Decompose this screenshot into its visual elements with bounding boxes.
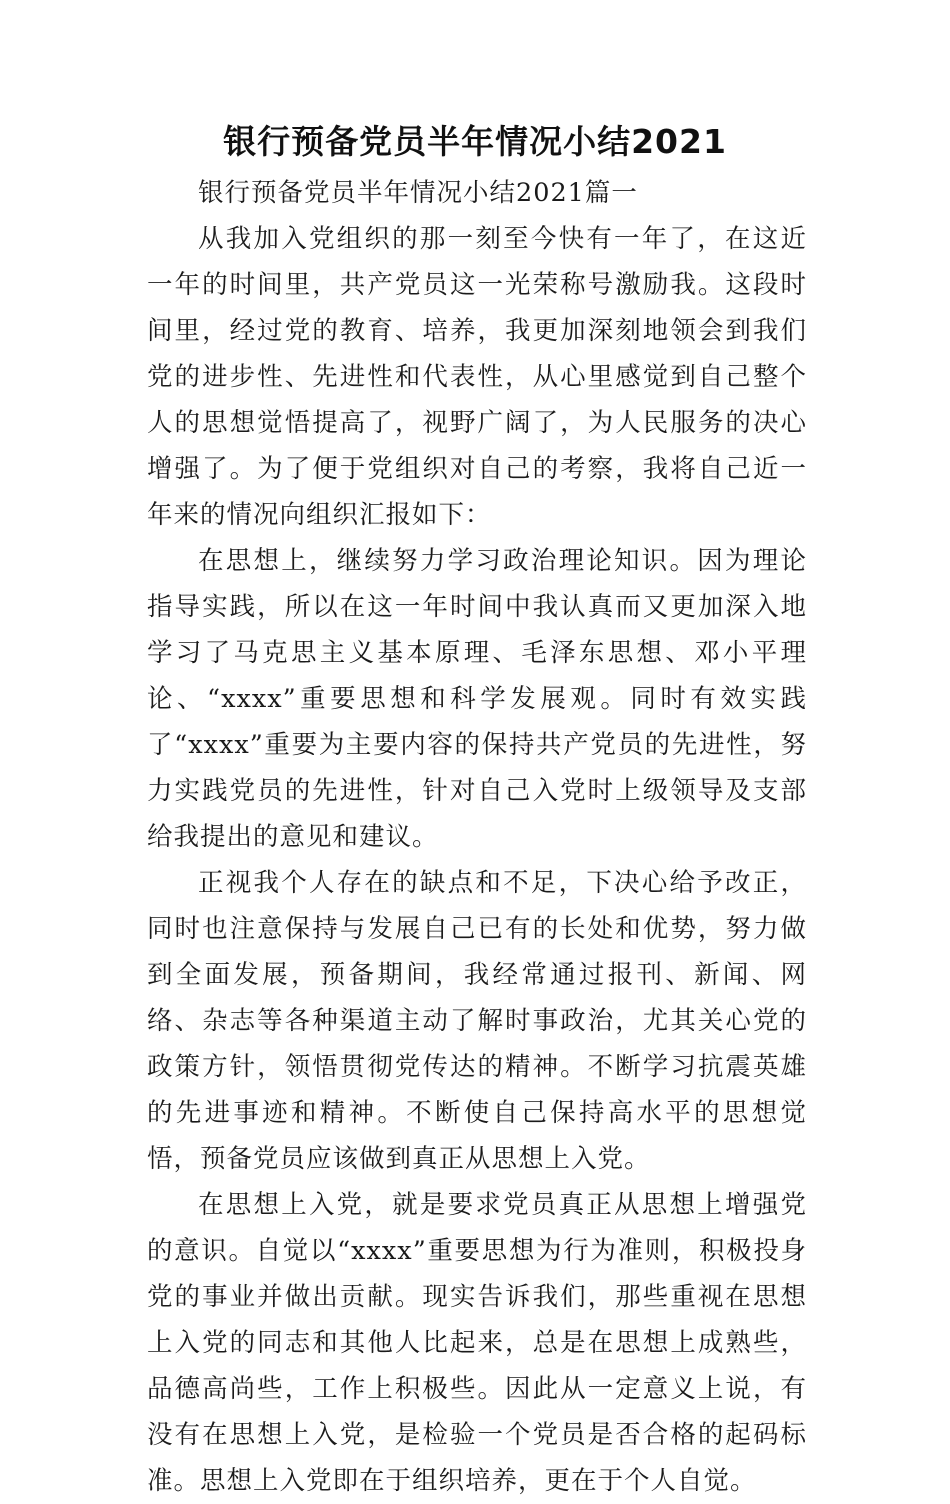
paragraph-ideological-membership: 在思想上入党，就是要求党员真正从思想上增强党的意识。自觉以“xxxx”重要思想为行为准则，积极投身党的事业并做出贡献。现实告诉我们，那些重视在思想上入党的同志和其他人比起来，总是在思想上成熟些，品德高尚些，工作上积极些。因此从一定意义上说，有没有在思想上入党，是检验一个党员是否合格的起码标准。思想上入党即在于组织培养，更在于个人自觉。 bbox=[147, 1190, 807, 1496]
section-heading: 银行预备党员半年情况小结2021篇一 bbox=[198, 178, 638, 208]
paragraph-intro: 从我加入党组织的那一刻至今快有一年了，在这近一年的时间里，共产党员这一光荣称号激励我。这段时间里，经过党的教育、培养，我更加深刻地领会到我们党的进步性、先进性和代表性，从心里感觉到自己整个人的思想觉悟提高了，视野广阔了，为人民服务的决心增强了。为了便于党组织对自己的考察，我将自己近一年来的情况向组织汇报如下： bbox=[147, 224, 807, 530]
document-title: 银行预备党员半年情况小结2021 bbox=[223, 122, 727, 161]
document-body bbox=[147, 170, 807, 1504]
paragraph-ideology: 在思想上，继续努力学习政治理论知识。因为理论指导实践，所以在这一年时间中我认真而又更加深入地学习了马克思主义基本原理、毛泽东思想、邓小平理论、“xxxx”重要思想和科学发展观。同时有效实践了“xxxx”重要为主要内容的保持共产党员的先进性，努力实践党员的先进性，针对自己入党时上级领导及支部给我提出的意见和建议。 bbox=[147, 546, 807, 852]
paragraph-shortcomings: 正视我个人存在的缺点和不足，下决心给予改正，同时也注意保持与发展自己已有的长处和优势，努力做到全面发展，预备期间，我经常通过报刊、新闻、网络、杂志等各种渠道主动了解时事政治，尤其关心党的政策方针，领悟贯彻党传达的精神。不断学习抗震英雄的先进事迹和精神。不断使自己保持高水平的思想觉悟，预备党员应该做到真正从思想上入党。 bbox=[147, 868, 807, 1174]
